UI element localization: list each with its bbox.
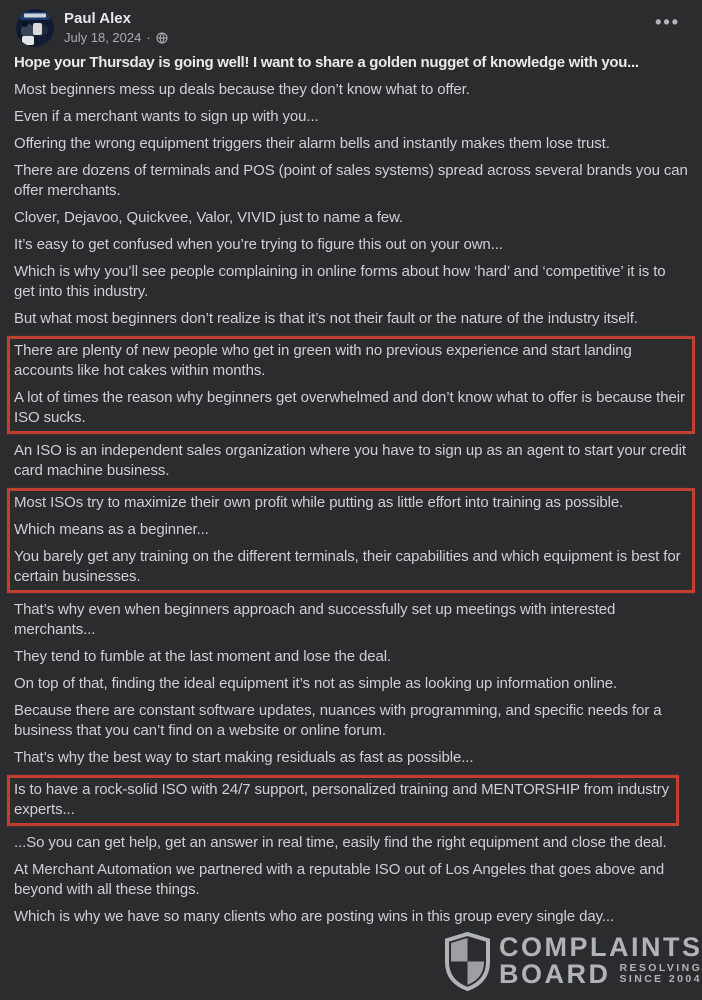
post-paragraph: Is to have a rock-solid ISO with 24/7 support, personalized training and MENTORSHIP from industry experts...: [14, 781, 670, 818]
avatar-image: [16, 9, 54, 47]
post-paragraph: That’s why the best way to start making residuals as fast as possible...: [14, 749, 474, 766]
post-paragraph: Offering the wrong equipment triggers their alarm bells and instantly makes them lose trust.: [14, 135, 610, 152]
post-paragraph: But what most beginners don’t realize is that it’s not their fault or the nature of the industry itself.: [14, 310, 638, 327]
post-paragraph: Most ISOs try to maximize their own profit while putting as little effort into training as possible.: [14, 494, 624, 511]
post-paragraph: Most beginners mess up deals because they don’t know what to offer.: [14, 81, 470, 98]
watermark-board: BOARD: [499, 959, 611, 989]
post-paragraph: That’s why even when beginners approach and successfully set up meetings with interested merchants...: [14, 601, 616, 638]
post-paragraph: ...So you can get help, get an answer in real time, easily find the right equipment and close the deal.: [14, 834, 667, 851]
post-paragraph: An ISO is an independent sales organization where you have to sign up as an agent to start your credit card machine business.: [14, 442, 686, 479]
post-paragraph: There are plenty of new people who get in green with no previous experience and start landing accounts like hot cakes within months.: [14, 342, 632, 379]
highlight-box: [7, 775, 679, 826]
post-body: [0, 49, 702, 927]
post-paragraph: There are dozens of terminals and POS (point of sales systems) spread across several brands you can offer merchants.: [14, 162, 688, 199]
globe-icon: [156, 32, 168, 44]
post-date[interactable]: July 18, 2024: [64, 30, 142, 45]
post-paragraph: They tend to fumble at the last moment and lose the deal.: [14, 648, 392, 665]
watermark-complaints: COMPLAINTS: [499, 932, 702, 962]
header-info: [64, 9, 649, 46]
author-name[interactable]: Paul Alex: [64, 10, 131, 27]
watermark-tagline: [620, 963, 702, 985]
post-paragraph: It’s easy to get confused when you’re trying to figure this out on your own...: [14, 236, 503, 253]
post-paragraph: Even if a merchant wants to sign up with you...: [14, 108, 319, 125]
post-paragraph: You barely get any training on the different terminals, their capabilities and which equipment is best for certain businesses.: [14, 548, 681, 585]
post-lead-paragraph: Hope your Thursday is going well! I want to share a golden nugget of knowledge with you...: [14, 54, 639, 71]
post-options-button[interactable]: •••: [655, 12, 680, 32]
shield-icon: [443, 932, 492, 996]
post-paragraph: A lot of times the reason why beginners get overwhelmed and don’t know what to offer is because their ISO sucks.: [14, 389, 685, 426]
post-paragraph: Clover, Dejavoo, Quickvee, Valor, VIVID just to name a few.: [14, 209, 404, 226]
post-paragraph: Which is why we have so many clients who are posting wins in this group every single day...: [14, 908, 615, 925]
post-header: [0, 0, 702, 49]
avatar[interactable]: [16, 9, 54, 47]
meta-separator: ·: [146, 30, 151, 45]
post-paragraph: Because there are constant software updates, nuances with programming, and specific needs for a business that you can’t find on a website or online forum.: [14, 702, 662, 739]
watermark-since: SINCE 2004: [619, 973, 702, 985]
highlight-box: [7, 488, 695, 593]
watermark-text: [499, 932, 702, 988]
post-meta: [64, 30, 649, 46]
post-paragraph: Which is why you’ll see people complaining in online forms about how ‘hard’ and ‘competitive’ it is to get into this industry.: [14, 263, 666, 300]
highlight-box: [7, 336, 695, 434]
post-paragraph: Which means as a beginner...: [14, 521, 209, 538]
post-paragraph: At Merchant Automation we partnered with a reputable ISO out of Los Angeles that goes above and beyond with all these things.: [14, 861, 665, 898]
watermark-resolving: RESOLVING: [619, 962, 702, 974]
post-paragraph: On top of that, finding the ideal equipment it’s not as simple as looking up information online.: [14, 675, 617, 692]
complaintsboard-watermark: [443, 932, 702, 996]
